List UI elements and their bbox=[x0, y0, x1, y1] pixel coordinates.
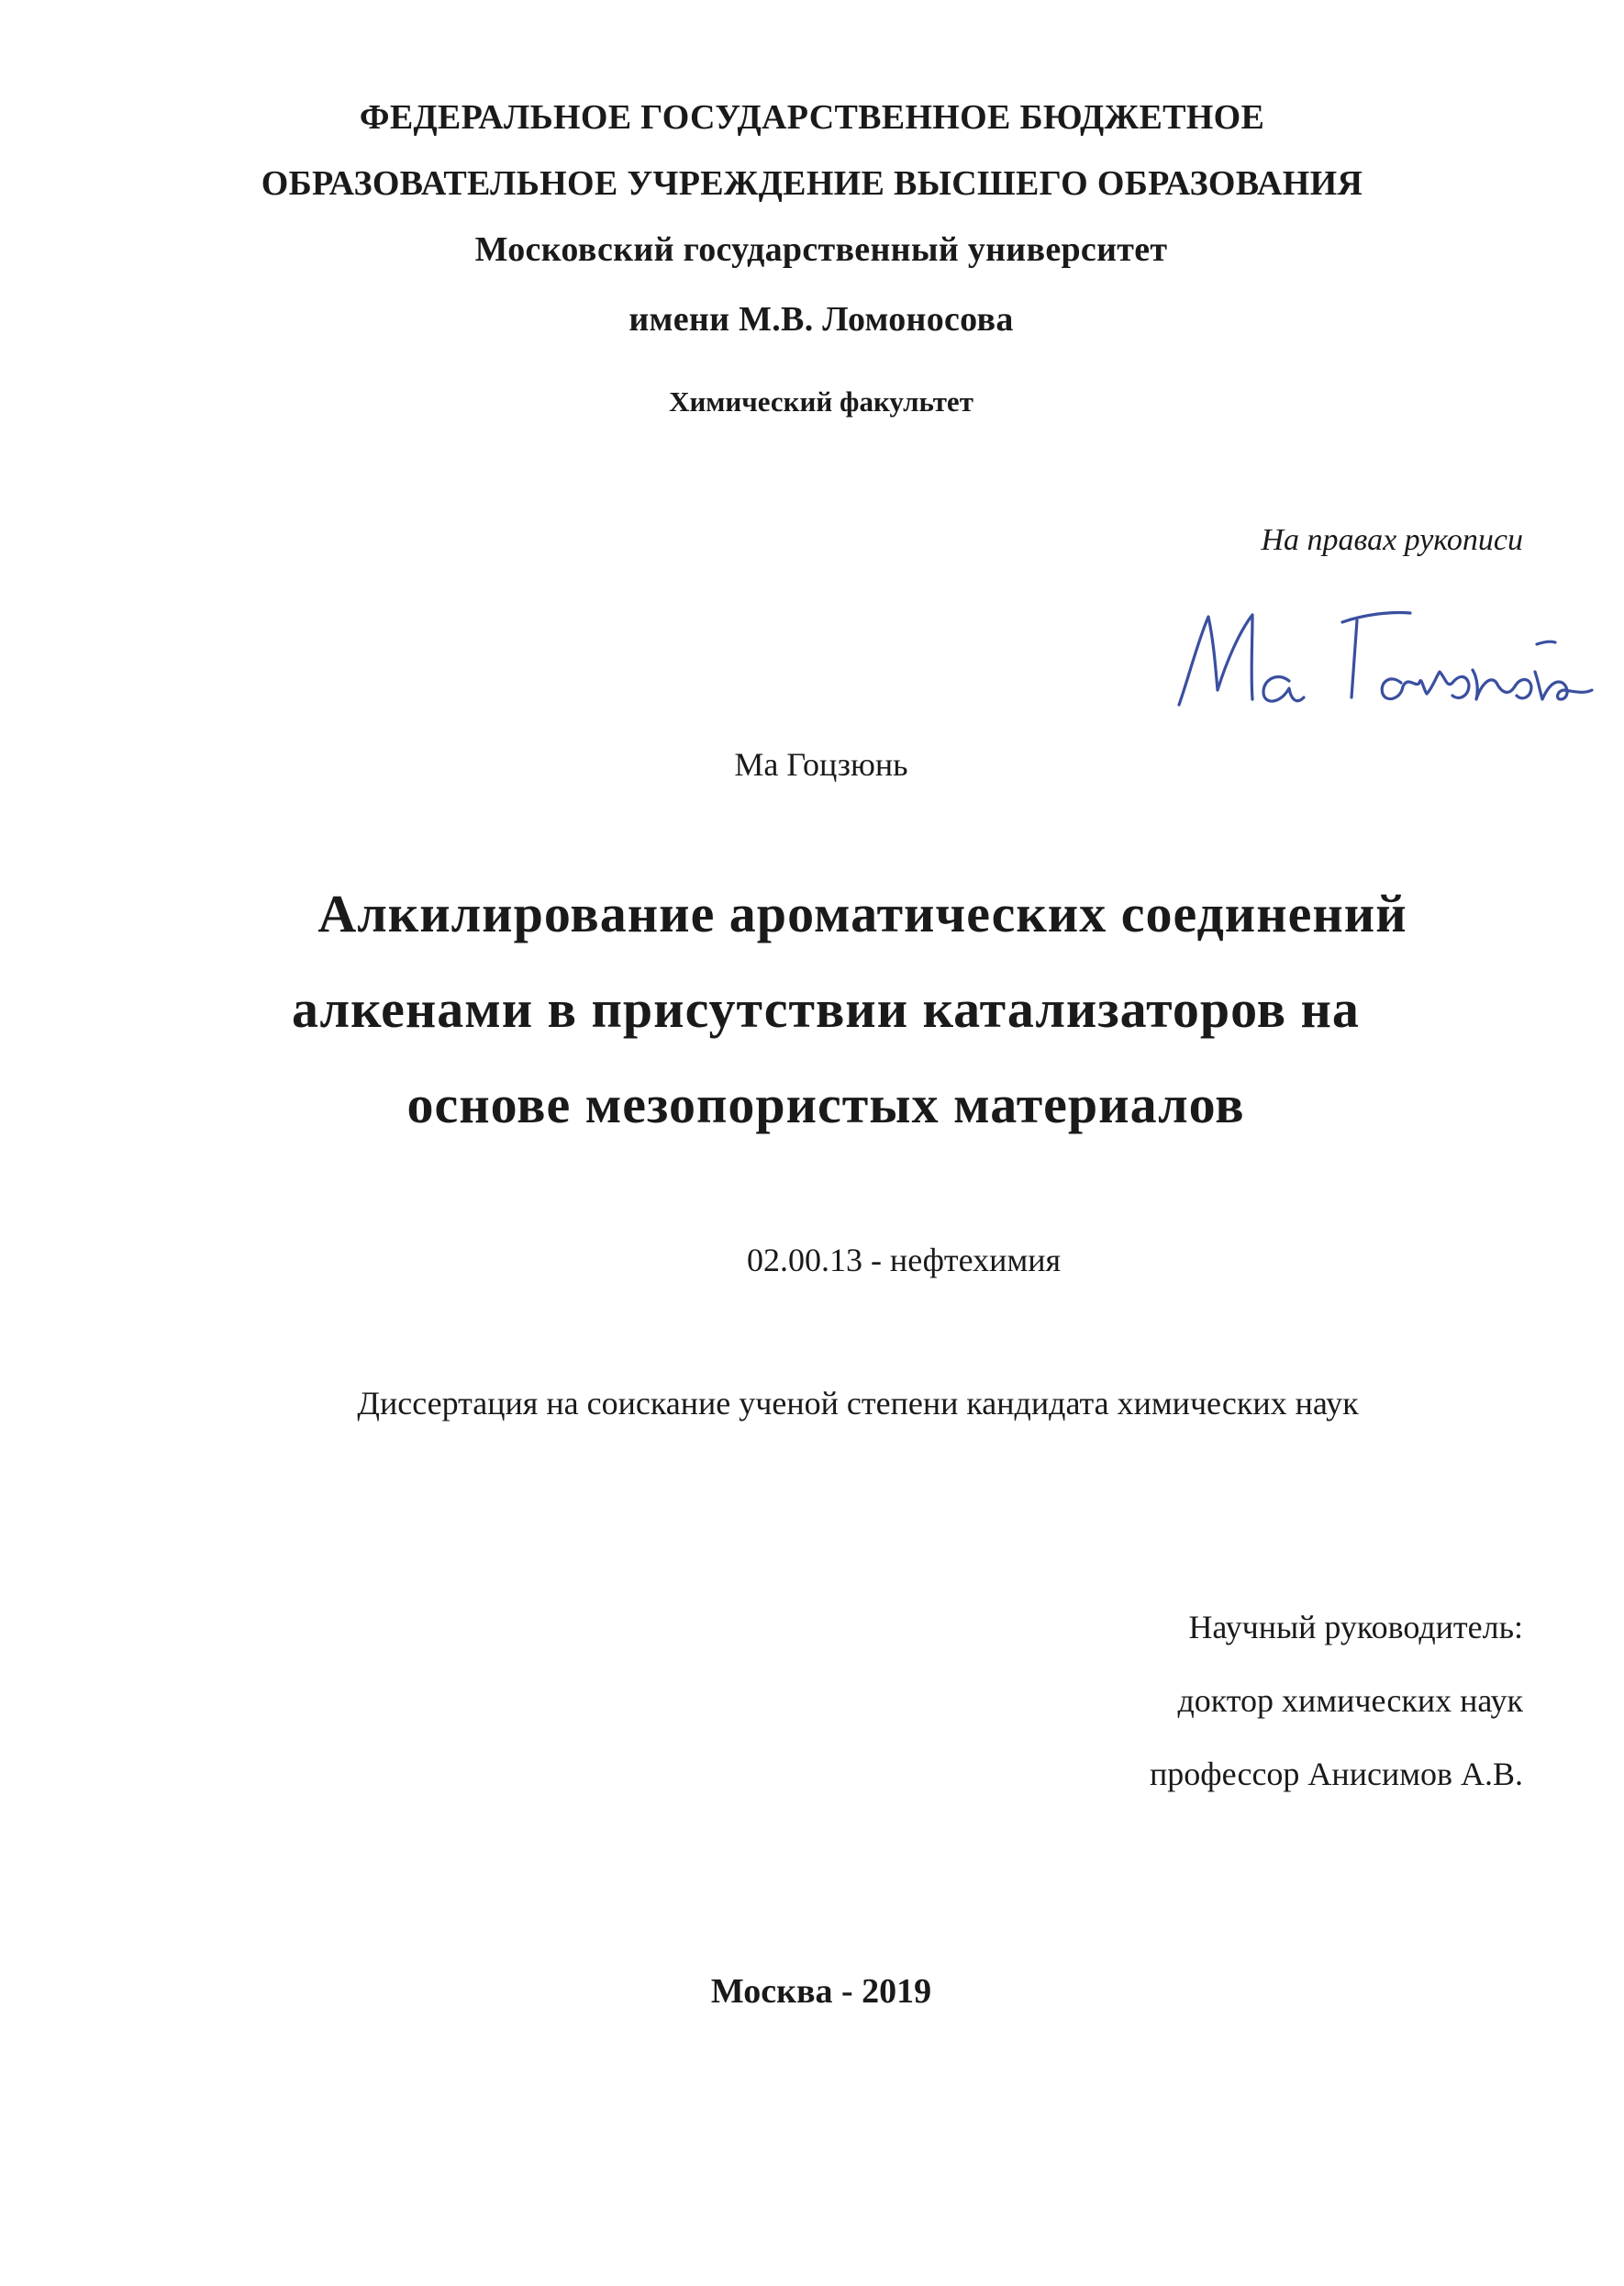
thesis-title-line-3: основе мезопористых материалов bbox=[406, 1075, 1245, 1134]
supervisor-label: Научный руководитель: bbox=[1188, 1609, 1523, 1645]
handwritten-signature bbox=[1161, 587, 1601, 725]
supervisor-degree: доктор химических наук bbox=[1177, 1682, 1523, 1719]
dissertation-type: Диссертация на соискание ученой степени кандидата химических наук bbox=[357, 1385, 1359, 1422]
author-name: Ма Гоцзюнь bbox=[734, 746, 908, 783]
signature-text: Ма Гоцзюнь bbox=[1161, 587, 1166, 588]
institution-line-2: ОБРАЗОВАТЕЛЬНОЕ УЧРЕЖДЕНИЕ ВЫСШЕГО ОБРАЗОВАНИЯ bbox=[261, 164, 1363, 203]
university-name-line-2: имени М.В. Ломоносова bbox=[628, 300, 1014, 339]
faculty-name: Химический факультет bbox=[669, 385, 973, 418]
specialty-code: 02.00.13 - нефтехимия bbox=[746, 1242, 1062, 1278]
manuscript-note: На правах рукописи bbox=[1261, 523, 1523, 557]
supervisor-name: профессор Анисимов А.В. bbox=[1150, 1756, 1523, 1792]
city-year: Москва - 2019 bbox=[710, 1972, 932, 2011]
thesis-title-line-1: Алкилирование ароматических соединений bbox=[317, 884, 1407, 943]
institution-line-1: ФЕДЕРАЛЬНОЕ ГОСУДАРСТВЕННОЕ БЮДЖЕТНОЕ bbox=[359, 98, 1265, 137]
university-name: Московский государственный университет bbox=[474, 230, 1168, 269]
thesis-title-line-2: алкенами в присутствии катализаторов на bbox=[292, 979, 1360, 1039]
